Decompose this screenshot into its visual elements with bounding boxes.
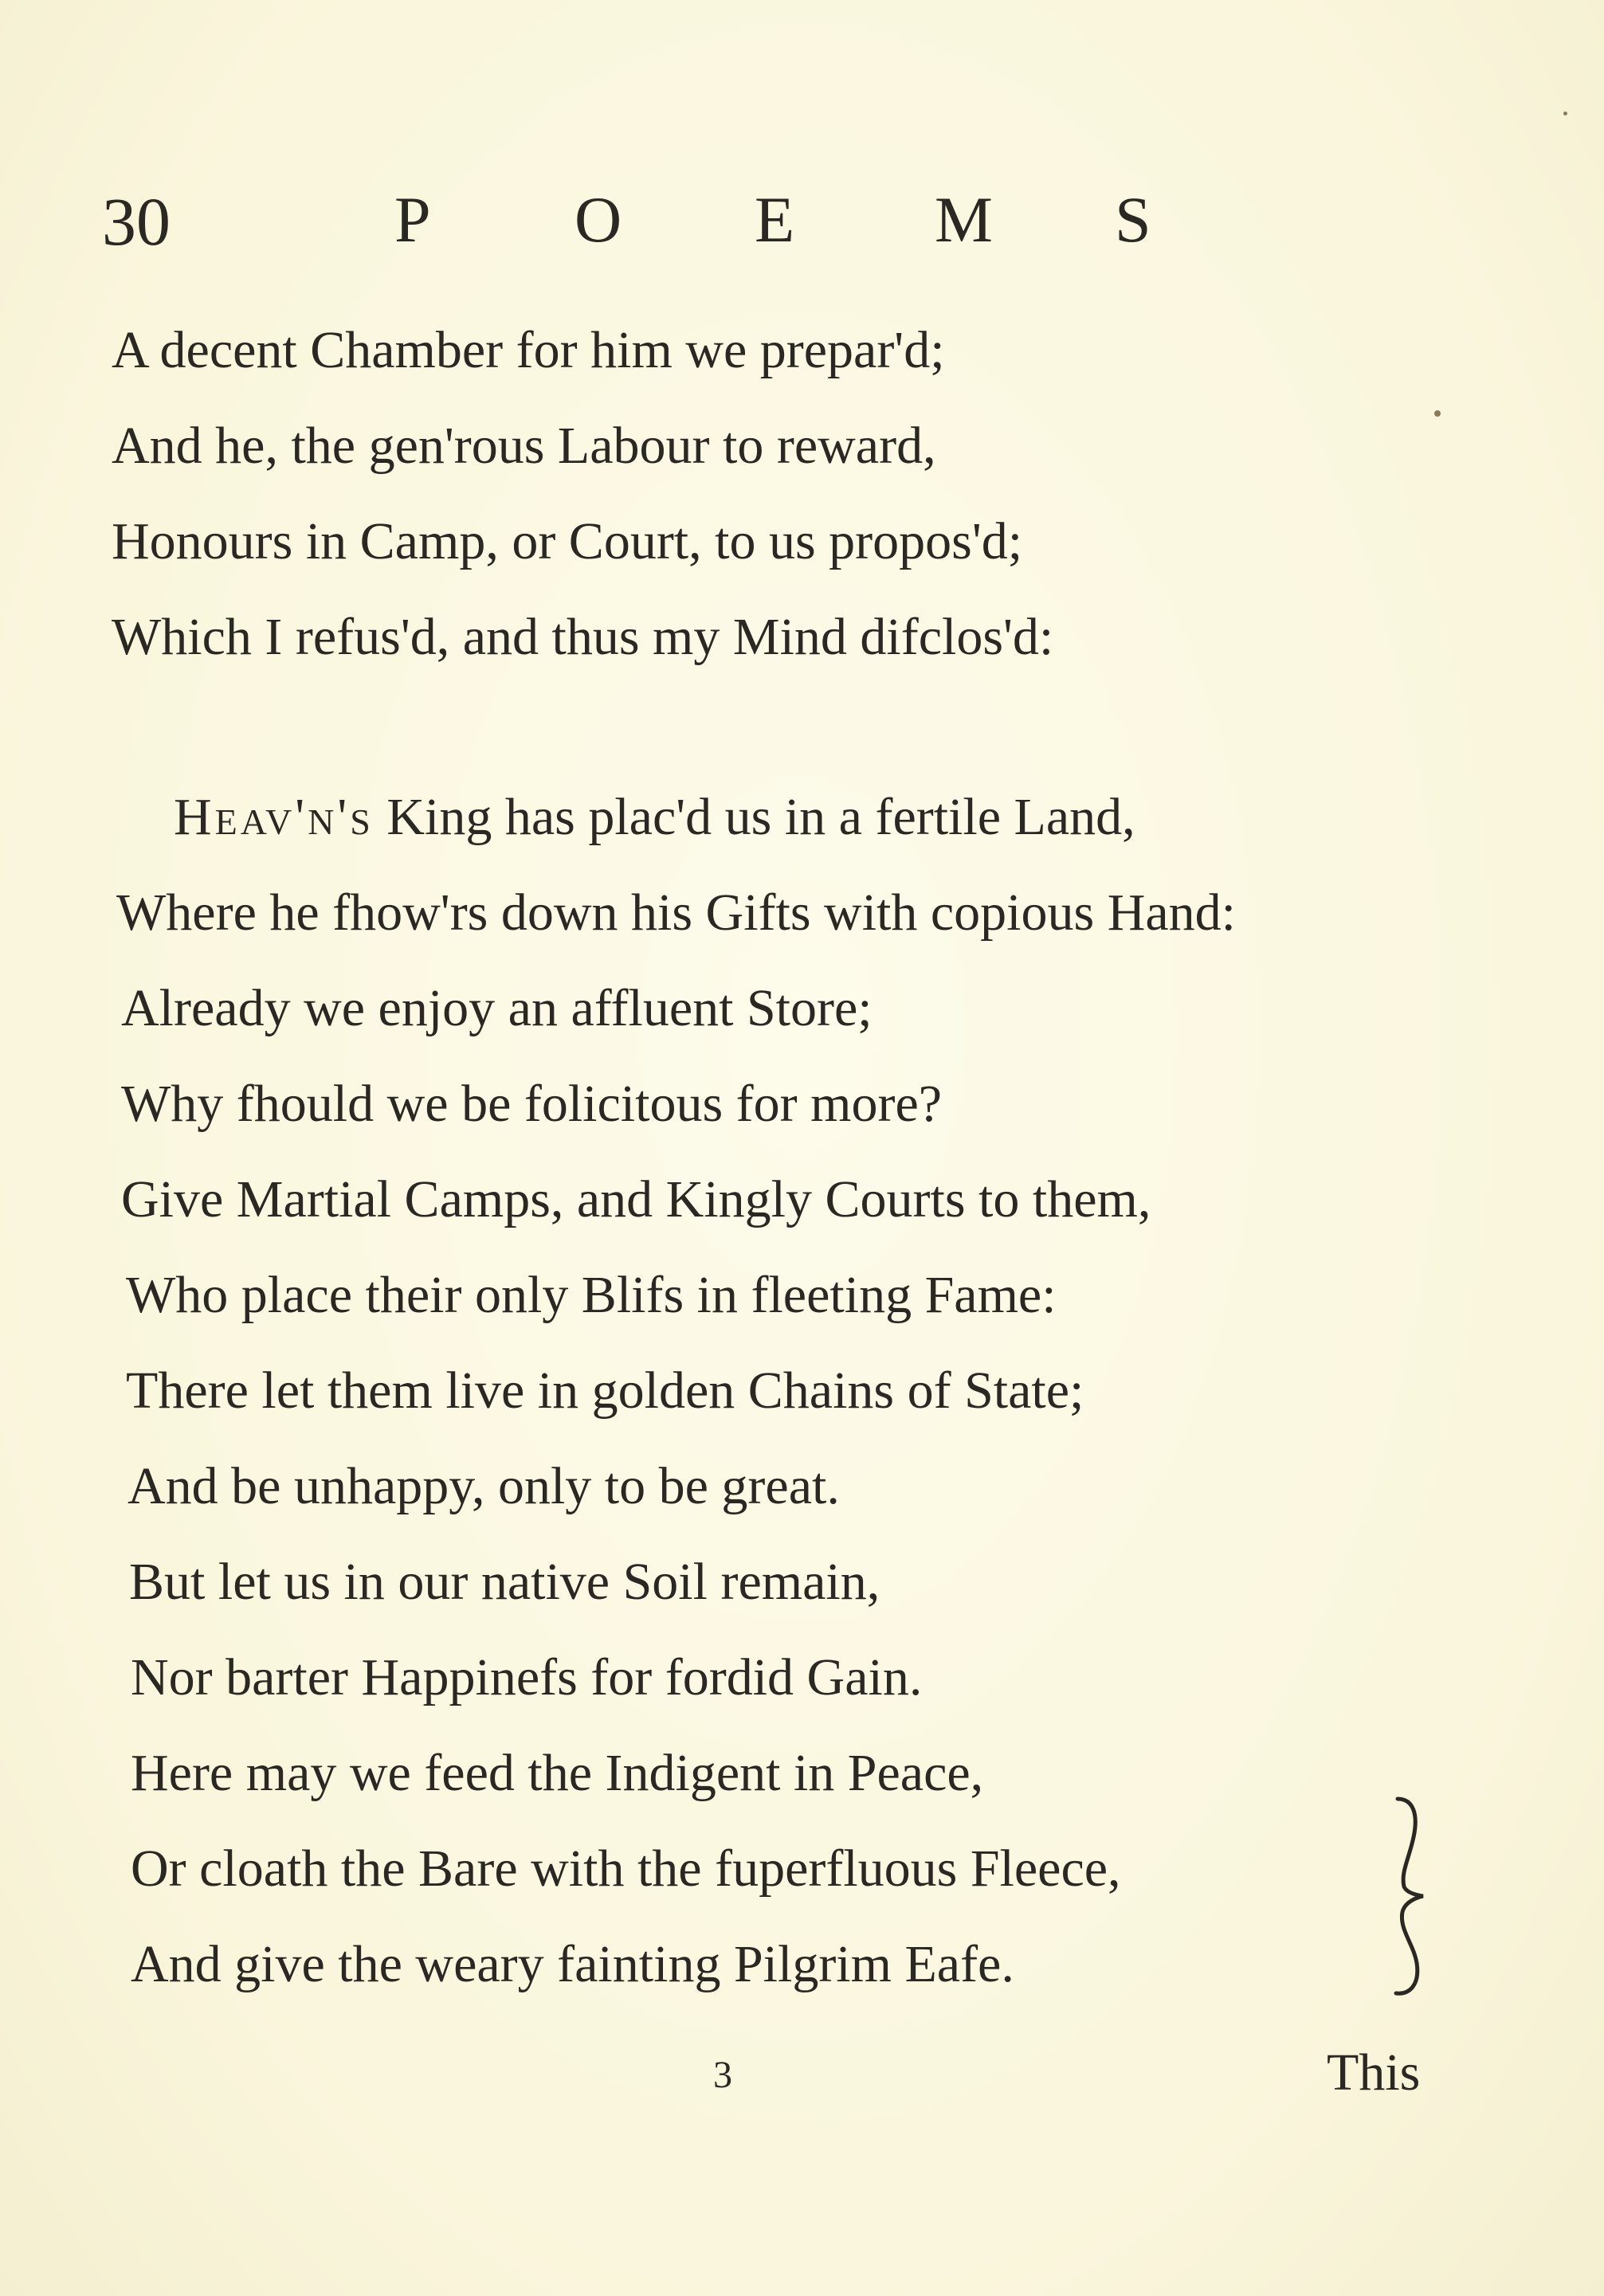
verse-line: Or cloath the Bare with the fuperfluous Fleece, [131,1840,1121,1898]
verse-line: And he, the gen'rous Labour to reward, [112,417,936,475]
running-head-letter: M [935,183,993,256]
verse-line: Which I refus'd, and thus my Mind difclos'd: [112,608,1054,666]
verse-line: There let them live in golden Chains of State; [126,1362,1084,1420]
verse-line: Why fhould we be folicitous for more? [121,1075,943,1133]
verse-line-stanza-opening [174,786,1135,849]
triplet-brace [1386,1793,1442,2000]
page-number: 30 [102,183,171,260]
stanza-opening-word: Heav'n's [174,788,374,846]
verse-line: And give the weary fainting Pilgrim Eafe. [131,1935,1014,1993]
ink-speck [1563,112,1567,116]
catchword: This [1327,2043,1421,2102]
verse-line: Honours in Camp, or Court, to us propos'd; [112,512,1023,570]
verse-line: A decent Chamber for him we prepar'd; [112,321,945,379]
verse-line: Already we enjoy an affluent Store; [121,979,873,1037]
verse-line: But let us in our native Soil remain, [129,1553,880,1611]
printer-signature: 3 [713,2054,732,2096]
running-head-letter: E [755,183,795,256]
verse-line: Give Martial Camps, and Kingly Courts to them, [121,1170,1151,1228]
stanza-opening-rest: King has plac'd us in a fertile Land, [373,788,1135,846]
running-head [394,180,1295,260]
verse-line: Here may we feed the Indigent in Peace, [131,1744,984,1802]
verse-line: And be unhappy, only to be great. [127,1457,840,1515]
running-head-letter: P [394,183,431,256]
running-head-letter: S [1115,183,1151,256]
ink-speck [1434,410,1441,417]
verse-line: Who place their only Blifs in fleeting Fame: [126,1266,1057,1324]
verse-line: Where he fhow'rs down his Gifts with copious Hand: [116,884,1236,942]
running-head-letter: O [575,183,622,256]
verse-line: Nor barter Happinefs for fordid Gain. [131,1648,923,1706]
